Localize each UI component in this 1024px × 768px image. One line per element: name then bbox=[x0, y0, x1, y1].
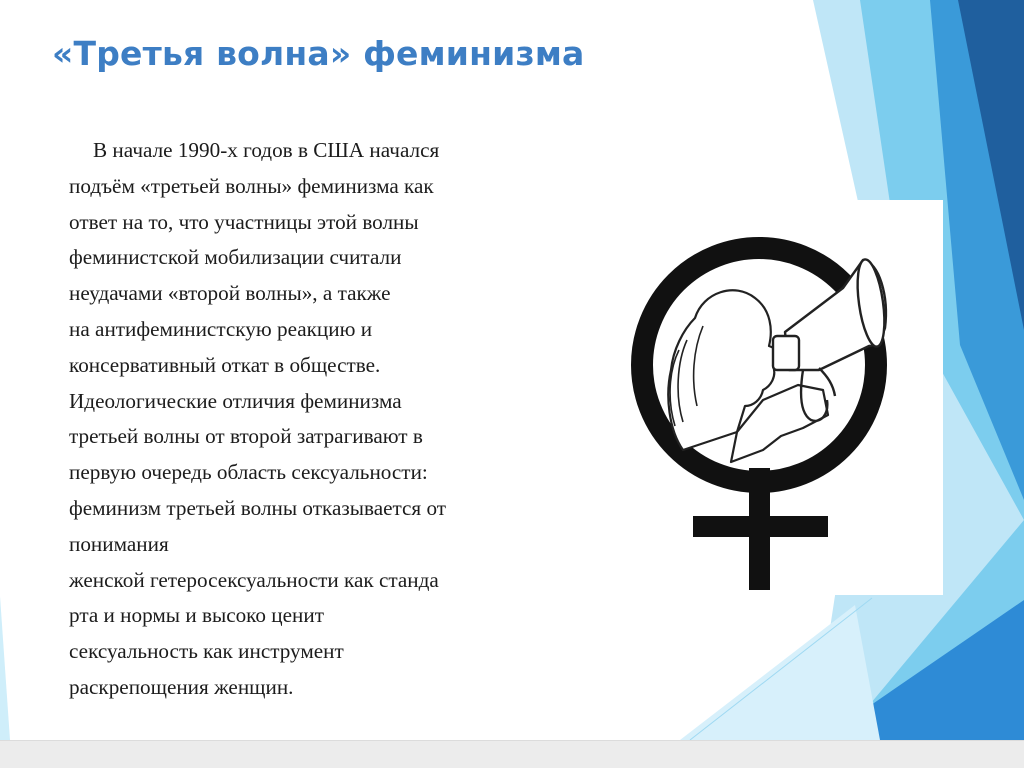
venus-cross-horizontal bbox=[693, 516, 828, 537]
body-line: ответ на то, что участницы этой волны bbox=[69, 209, 419, 234]
body-line: подъём «третьей волны» феминизма как bbox=[69, 173, 434, 198]
body-line: женской гетеросексуальности как станда bbox=[69, 567, 439, 592]
body-line: Идеологические отличия феминизма bbox=[69, 388, 402, 413]
feminism-emblem-image bbox=[613, 200, 943, 595]
body-line: раскрепощения женщин. bbox=[69, 674, 294, 699]
body-line: сексуальность как инструмент bbox=[69, 639, 344, 664]
body-line: первую очередь область сексуальности: bbox=[69, 460, 428, 485]
slide-title: «Третья волна» феминизма bbox=[52, 34, 585, 73]
venus-symbol-megaphone-woman-icon bbox=[613, 200, 943, 595]
body-line: консервативный откат в обществе. bbox=[69, 352, 381, 377]
facet-left-strip bbox=[0, 596, 10, 740]
body-line: В начале 1990-х годов в США начался bbox=[93, 138, 440, 162]
body-line: феминизм третьей волны отказывается от bbox=[69, 495, 447, 520]
body-line: понимания bbox=[69, 531, 169, 556]
body-line: неудачами «второй волны», а также bbox=[69, 281, 391, 306]
slide-body-text bbox=[69, 133, 509, 706]
body-line: рта и нормы и высоко ценит bbox=[69, 603, 324, 628]
body-line: на антифеминистскую реакцию и bbox=[69, 316, 373, 341]
body-line: третьей волны от второй затрагивают в bbox=[69, 424, 423, 449]
body-line: феминистской мобилизации считали bbox=[69, 245, 402, 270]
viewer-bottom-bar bbox=[0, 740, 1024, 768]
facet-bottom-pale bbox=[680, 605, 880, 740]
